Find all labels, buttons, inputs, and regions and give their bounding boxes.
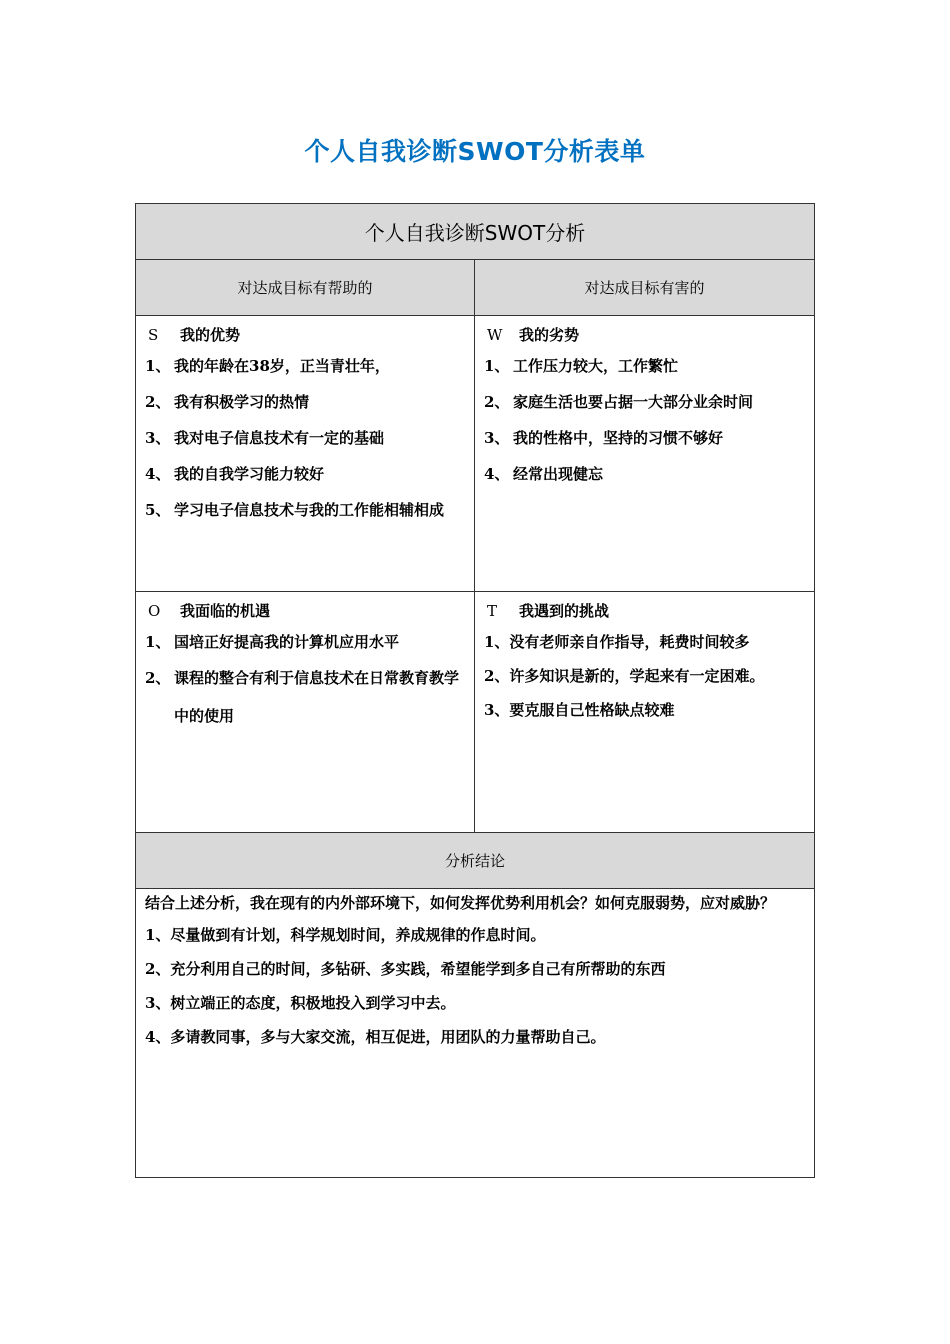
weaknesses-label: 我的劣势 <box>519 326 580 344</box>
item-text: 我的年龄在38岁，正当青壮年， <box>174 357 390 375</box>
list-item <box>484 421 806 457</box>
list-item <box>145 421 466 457</box>
list-item <box>145 349 466 385</box>
conclusion-header: 分析结论 <box>136 833 814 889</box>
col-helpful-header: 对达成目标有帮助的 <box>136 260 475 315</box>
list-item: 4、多请教同事，多与大家交流，相互促进，用团队的力量帮助自己。 <box>145 1028 606 1046</box>
item-number: 1、 <box>484 357 510 375</box>
list-item <box>484 457 806 493</box>
list-item <box>145 385 466 421</box>
sw-row <box>136 316 814 592</box>
opportunities-label: 我面临的机遇 <box>180 602 271 620</box>
list-item <box>145 457 466 493</box>
item-number: 4、 <box>145 465 171 483</box>
weaknesses-cell <box>475 316 814 591</box>
opportunities-cell <box>136 592 475 832</box>
item-number: 2、 <box>484 393 510 411</box>
strengths-letter: S <box>148 325 159 344</box>
item-number: 4、 <box>484 465 510 483</box>
threats-heading <box>484 596 806 625</box>
strengths-heading <box>145 320 466 349</box>
item-number: 3、 <box>484 429 510 447</box>
list-item <box>145 625 466 661</box>
item-number: 1、 <box>145 633 171 651</box>
strengths-label: 我的优势 <box>180 326 241 344</box>
weaknesses-letter: W <box>487 325 503 344</box>
ot-row <box>136 592 814 833</box>
item-number: 2、 <box>145 393 171 411</box>
strengths-cell <box>136 316 475 591</box>
swot-table <box>135 203 815 1178</box>
conclusion-intro: 结合上述分析，我在现有的内外部环境下，如何发挥优势利用机会？如何克服弱势，应对威胁？ <box>145 894 776 912</box>
list-item: 1、没有老师亲自作指导，耗费时间较多 <box>484 633 750 651</box>
item-text: 工作压力较大，工作繁忙 <box>513 357 679 375</box>
list-item: 3、要克服自己性格缺点较难 <box>484 701 675 719</box>
item-text: 我的自我学习能力较好 <box>174 465 325 483</box>
list-item: 2、许多知识是新的，学起来有一定困难。 <box>484 667 765 685</box>
list-item <box>145 493 466 529</box>
opportunities-heading <box>145 596 466 625</box>
list-item: 3、树立端正的态度，积极地投入到学习中去。 <box>145 994 456 1012</box>
list-item <box>484 349 806 385</box>
item-text: 我有积极学习的热情 <box>174 393 310 411</box>
page-title: 个人自我诊断SWOT分析表单 <box>304 137 646 166</box>
item-number: 3、 <box>145 429 171 447</box>
item-text: 我的性格中，坚持的习惯不够好 <box>513 429 724 447</box>
item-text: 我对电子信息技术有一定的基础 <box>174 429 385 447</box>
list-item: 1、尽量做到有计划，科学规划时间，养成规律的作息时间。 <box>145 926 546 944</box>
list-item: 2、充分利用自己的时间，多钻研、多实践，希望能学到多自己有所帮助的东西 <box>145 960 666 978</box>
weaknesses-heading <box>484 320 806 349</box>
conclusion-body <box>136 889 814 1179</box>
list-item <box>484 385 806 421</box>
list-item <box>145 661 466 735</box>
item-text: 国培正好提高我的计算机应用水平 <box>174 633 400 651</box>
col-harmful-header: 对达成目标有害的 <box>584 279 705 297</box>
threats-cell <box>475 592 814 832</box>
item-number: 1、 <box>145 357 171 375</box>
item-text: 经常出现健忘 <box>513 465 604 483</box>
item-text: 课程的整合有利于信息技术在日常教育教学中的使用 <box>174 669 460 725</box>
item-number: 2、 <box>145 669 171 687</box>
column-headers <box>136 260 814 316</box>
threats-label: 我遇到的挑战 <box>519 602 610 620</box>
item-text: 家庭生活也要占据一大部分业余时间 <box>513 393 754 411</box>
table-header: 个人自我诊断SWOT分析 <box>136 204 814 260</box>
item-number: 5、 <box>145 501 171 519</box>
threats-letter: T <box>487 601 498 620</box>
opportunities-letter: O <box>148 601 161 620</box>
item-text: 学习电子信息技术与我的工作能相辅相成 <box>174 501 445 519</box>
